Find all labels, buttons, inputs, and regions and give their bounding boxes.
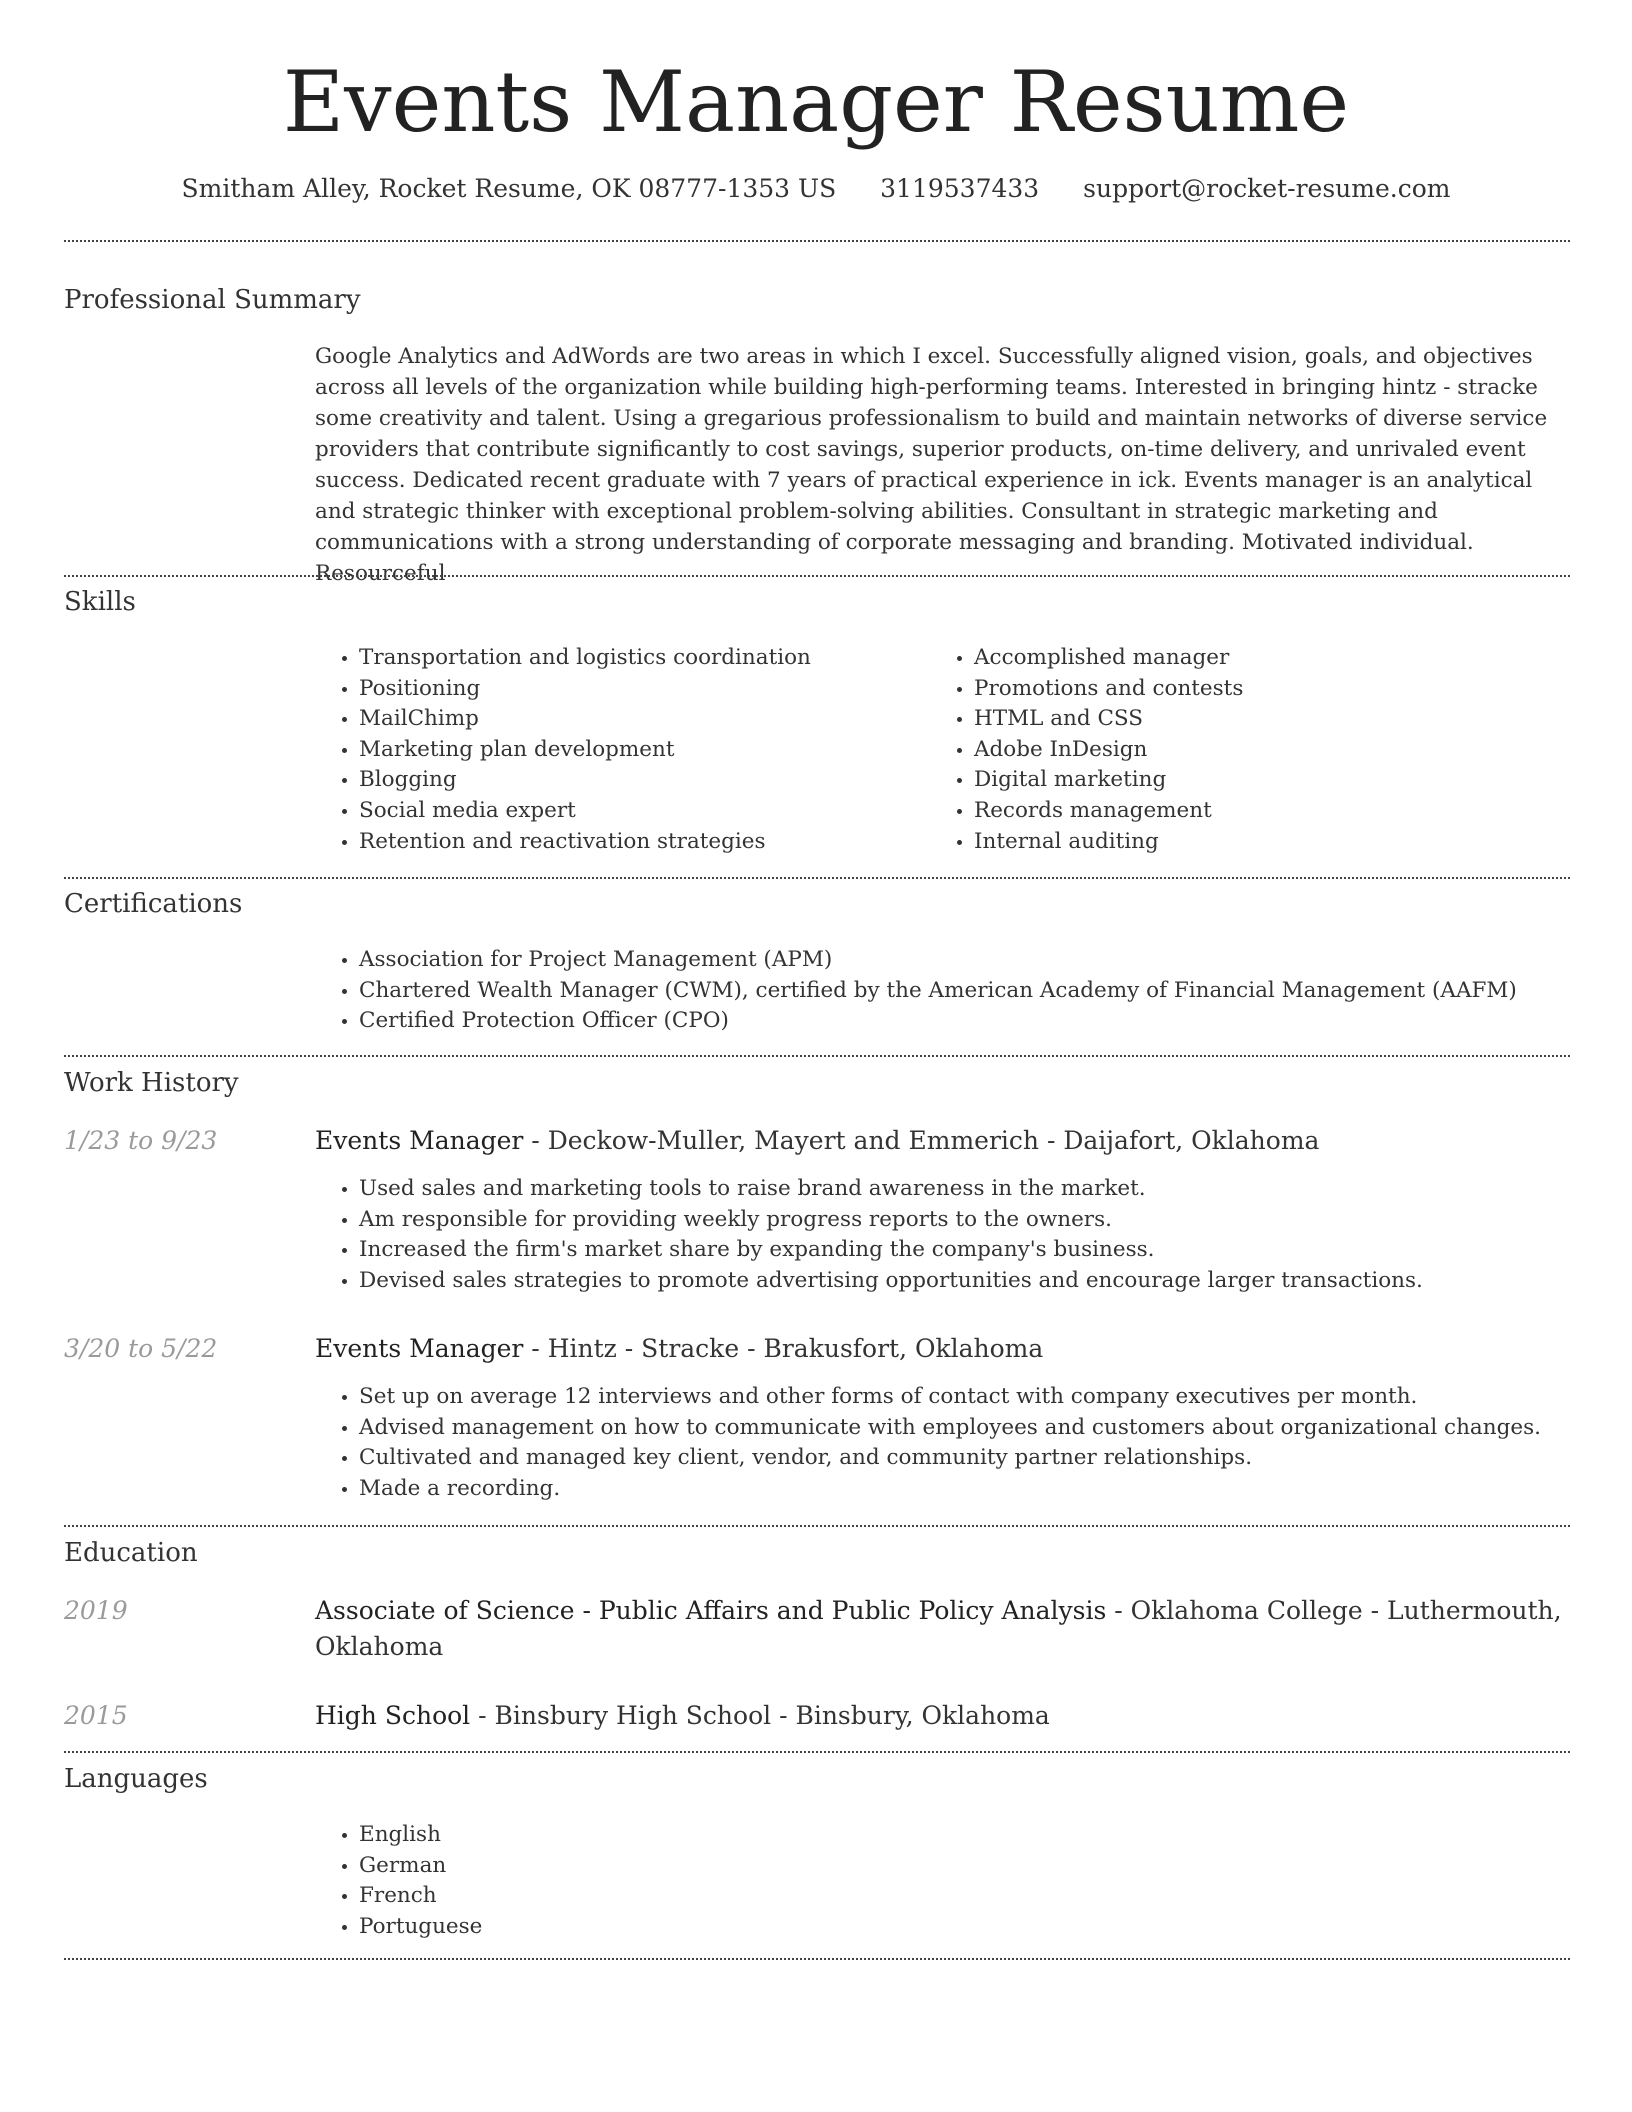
list-item: • Transportation and logistics coordination [359,643,919,674]
section-title-education: Education [64,1538,198,1568]
certifications-list [315,945,1614,1037]
list-item: • Made a recording. [359,1474,1614,1505]
list-item: • Used sales and marketing tools to raise brand awareness in the market. [359,1174,1614,1205]
list-item: • Internal auditing [974,827,1574,858]
list-item: • Positioning [359,674,919,705]
list-item: • MailChimp [359,704,919,735]
skills-list-right [930,643,1574,857]
list-item: • Accomplished manager [974,643,1574,674]
phone: 3119537433 [880,174,1040,203]
list-item: • English [359,1820,1614,1851]
section-title-languages: Languages [64,1764,208,1794]
job-details: - Hintz - Stracke - Brakusfort, Oklahoma [523,1334,1044,1363]
education-details: - Binsbury High School - Binsbury, Oklahoma [470,1701,1050,1730]
job-dates: 1/23 to 9/23 [64,1126,218,1155]
section-title-skills: Skills [64,587,136,617]
list-item: • Am responsible for providing weekly progress reports to the owners. [359,1205,1614,1236]
education-heading [315,1593,1570,1665]
languages-list [315,1820,1614,1942]
divider [64,1055,1570,1057]
list-item: • Retention and reactivation strategies [359,827,919,858]
divider [64,240,1570,242]
divider [64,575,1570,577]
email: support@rocket-resume.com [1083,174,1451,203]
education-year: 2019 [64,1596,128,1625]
list-item: • Increased the firm's market share by expanding the company's business. [359,1235,1614,1266]
list-item: • Devised sales strategies to promote advertising opportunities and encourage larger transactions. [359,1266,1614,1297]
list-item: • Blogging [359,765,919,796]
list-item: • Certified Protection Officer (CPO) [359,1006,1614,1037]
education-heading [315,1698,1570,1734]
list-item: • Adobe InDesign [974,735,1574,766]
list-item: • Marketing plan development [359,735,919,766]
list-item: • Cultivated and managed key client, vendor, and community partner relationships. [359,1443,1614,1474]
job-bullets [315,1382,1614,1504]
education-degree: High School [315,1701,471,1730]
list-item: • Portuguese [359,1912,1614,1943]
education-degree: Associate of Science - Public Affairs and Public Policy Analysis [315,1596,1107,1625]
list-item: • Records management [974,796,1574,827]
list-item: • HTML and CSS [974,704,1574,735]
education-year: 2015 [64,1701,128,1730]
section-title-certifications: Certifications [64,889,243,919]
summary-text: Google Analytics and AdWords are two areas in which I excel. Successfully aligned vision, goals, and objectives across all levels of the organization while building high-performing teams. Interested in bringing hintz - stracke some creativity and talent. Using a gregarious professionalism to build and maintain networks of diverse service providers that contribute significantly to cost savings, superior products, on-time delivery, and unrivaled event success. Dedicated recent graduate with 7 years of practical experience in ick. Events manager is an analytical and strategic thinker with exceptional problem-solving abilities. Consultant in strategic marketing and communications with a strong understanding of corporate messaging and branding. Motivated individual. Resourceful [315,344,1548,586]
list-item: • French [359,1881,1614,1912]
list-item: • Advised management on how to communicate with employees and customers about organizational changes. [359,1413,1614,1444]
section-title-work-history: Work History [64,1068,239,1098]
skills-list-left [315,643,919,857]
list-item: • Chartered Wealth Manager (CWM), certified by the American Academy of Financial Management (AAFM) [359,976,1614,1007]
contact-line [0,172,1632,206]
resume-title: Events Manager Resume [282,53,1350,151]
divider [64,1751,1570,1753]
list-item: • Digital marketing [974,765,1574,796]
job-dates: 3/20 to 5/22 [64,1334,218,1363]
list-item: • Set up on average 12 interviews and other forms of contact with company executives per month. [359,1382,1614,1413]
job-bullets [315,1174,1614,1296]
divider [64,1525,1570,1527]
job-heading [315,1123,1570,1159]
list-item: • Social media expert [359,796,919,827]
section-title-summary: Professional Summary [64,285,361,315]
job-role: Events Manager [315,1126,524,1155]
address: Smitham Alley, Rocket Resume, OK 08777-1353 US [181,174,837,203]
list-item: • German [359,1851,1614,1882]
divider [64,1958,1570,1960]
job-heading [315,1331,1570,1367]
divider [64,877,1570,879]
job-role: Events Manager [315,1334,524,1363]
list-item: • Association for Project Management (APM) [359,945,1614,976]
job-details: - Deckow-Muller, Mayert and Emmerich - Daijafort, Oklahoma [523,1126,1320,1155]
list-item: • Promotions and contests [974,674,1574,705]
education-details: - Oklahoma College - Luthermouth, Oklahoma [315,1596,1562,1661]
